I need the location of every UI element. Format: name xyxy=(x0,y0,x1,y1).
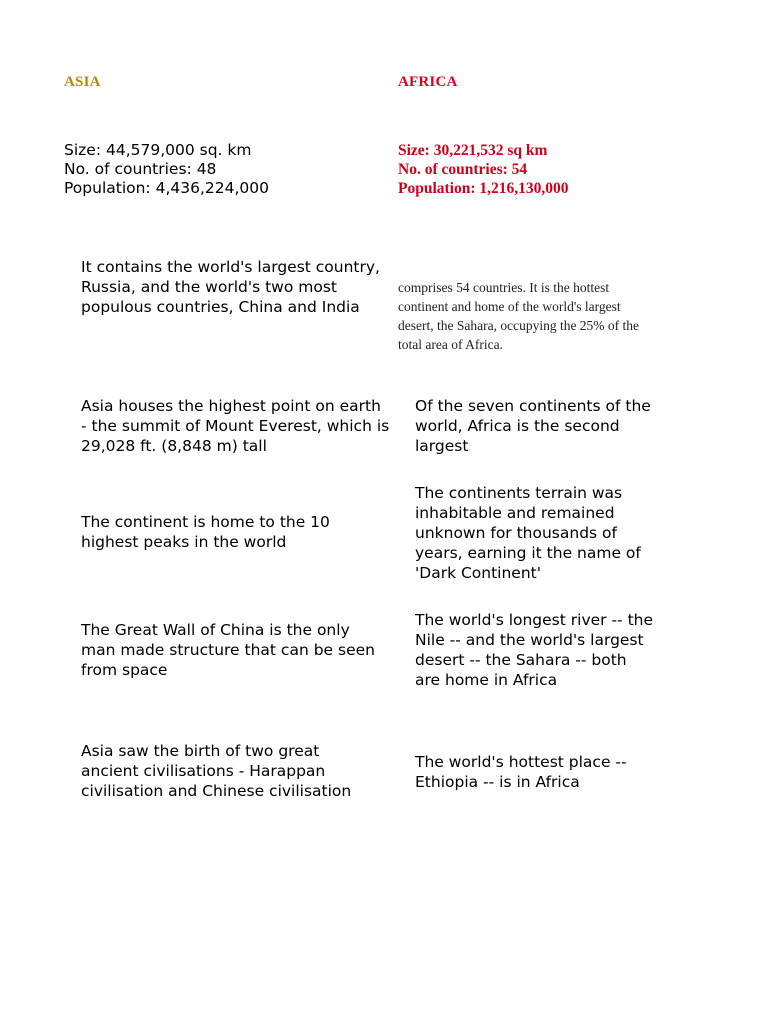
asia-size: Size: 44,579,000 sq. km xyxy=(64,141,252,159)
asia-stats xyxy=(64,141,269,198)
africa-stats xyxy=(398,141,569,198)
africa-size: Size: 30,221,532 sq km xyxy=(398,142,548,159)
asia-heading: ASIA xyxy=(64,74,101,90)
africa-heading: AFRICA xyxy=(398,74,458,90)
asia-population: Population: 4,436,224,000 xyxy=(64,179,269,197)
asia-fact: The Great Wall of China is the only man made structure that can be seen from space xyxy=(81,621,375,679)
asia-fact: It contains the world's largest country, Russia, and the world's two most populous countries, China and India xyxy=(81,258,380,316)
asia-countries: No. of countries: 48 xyxy=(64,160,217,178)
africa-fact: Of the seven continents of the world, Africa is the second largest xyxy=(415,397,651,455)
asia-fact: Asia saw the birth of two great ancient civilisations - Harappan civilisation and Chinese civilisation xyxy=(81,742,352,800)
africa-fact: The world's hottest place -- Ethiopia -- is in Africa xyxy=(415,753,627,791)
africa-fact: comprises 54 countries. It is the hottest continent and home of the world's largest desert, the Sahara, occupying the 25% of the total area of Africa. xyxy=(398,280,640,352)
africa-fact: The continents terrain was inhabitable and remained unknown for thousands of years, earning it the name of 'Dark Continent' xyxy=(415,484,641,582)
africa-countries: No. of countries: 54 xyxy=(398,161,528,178)
asia-fact: Asia houses the highest point on earth - the summit of Mount Everest, which is 29,028 ft. (8,848 m) tall xyxy=(81,397,390,455)
asia-fact: The continent is home to the 10 highest peaks in the world xyxy=(81,513,330,551)
africa-population: Population: 1,216,130,000 xyxy=(398,180,569,197)
africa-fact: The world's longest river -- the Nile -- and the world's largest desert -- the Sahara -- both are home in Africa xyxy=(415,611,654,689)
